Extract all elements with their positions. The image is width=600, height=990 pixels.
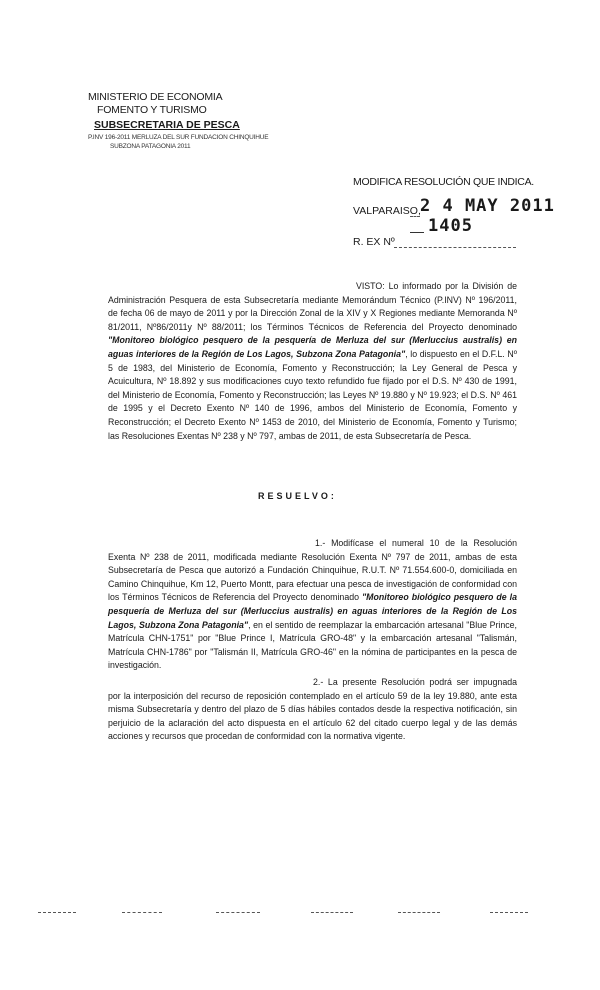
- point1-paragraph: [108, 537, 517, 673]
- visto-text: Lo informado por la División de Administración Pesquera de esta Subsecretaría mediante Memorándum Técnico (P.INV) Nº 196/2011, de fecha 06 de mayo de 2011 y por la Dirección Zonal de la XIV y X Regiones mediante Memoranda Nº 81/2011, Nº86/2011y Nº 88/2011; los Términos Técnicos de Referencia del Proyecto denominado: [108, 281, 517, 332]
- ministry-name-line2: FOMENTO Y TURISMO: [97, 104, 207, 116]
- visto-text-rest: , lo dispuesto en el D.F.L. Nº 5 de 1983, del Ministerio de Economía, Fomento y Reconstrucción; la Ley General de Pesca y Acuicultura, Nº 18.892 y sus modificaciones cuyo texto refundido fue fijado por el D.S. Nº 430 de 1991, del Ministerio de Economía, Fomento y Reconstrucción; las Leyes Nº 19.880 y Nº 19.923; el D.S. Nº 461 de 1995 y el Decreto Exento Nº 140 de 1996, ambos del Ministerio de Economía, Fomento y Reconstrucción; el Decreto Exento Nº 1453 de 2010, del Ministerio de Economía, Fomento y Turismo; las Resoluciones Exentas Nº 238 y Nº 797, ambas de 2011, de esta Subsecretaría de Pesca.: [108, 348, 517, 441]
- resolution-subject: MODIFICA RESOLUCIÓN QUE INDICA.: [353, 176, 534, 188]
- resolution-date: 2 4 MAY 2011: [420, 196, 555, 216]
- date-dash: [410, 205, 420, 217]
- footer-dash-1: [38, 912, 76, 913]
- point2-paragraph: [108, 676, 517, 744]
- rex-underline: [394, 247, 516, 248]
- number-dash: [410, 222, 424, 233]
- point1-text: Exenta Nº 238 de 2011, modificada mediante Resolución Exenta Nº 797 de 2011, ambas de esta Subsecretaría de Pesca que autorizó a Fundación Chinquihue, R.U.T. Nº 71.554.600-0, domiciliada en Camino Chinquihue, Km 12, Puerto Montt, para efectuar una pesca de investigación de conformidad con los Términos Técnicos de Referencia del Proyecto denominado: [108, 551, 517, 603]
- point2-lead: 2.- La presente Resolución podrá ser impugnada por: [108, 677, 517, 701]
- visto-paragraph: [108, 280, 517, 443]
- resuelvo-heading: RESUELVO:: [258, 491, 337, 501]
- point1-project-title: "Monitoreo biológico pesquero de la pesquería de Merluza del sur (Merluccius australis) en aguas interiores de la Región de Los Lagos, Subzona Zona Patagonia": [108, 592, 517, 630]
- footer-dash-6: [490, 912, 528, 913]
- point1-text-rest: , en el sentido de reemplazar la embarcación artesanal "Blue Prince, Matrícula CHN-1751" por "Blue Prince I, Matrícula GRO-48" y la embarcación artesanal "Talismán, Matrícula CHN-1786" por "Talismán II, Matrícula GRO-46" en la nómina de participantes en la pesca de investigación.: [108, 619, 517, 671]
- visto-project-title: "Monitoreo biológico pesquero de la pesquería de Merluza del sur (Merluccius australis) en aguas interiores de la Región de Los Lagos, Subzona Zona Patagonia": [108, 335, 517, 359]
- rex-label: R. EX Nº: [353, 236, 395, 248]
- footer-dash-3: [216, 912, 260, 913]
- file-stamp-line1: P.INV 196-2011 MERLUZA DEL SUR FUNDACION CHINQUIHUE: [88, 134, 269, 141]
- file-stamp-line2: SUBZONA PATAGONIA 2011: [110, 143, 191, 150]
- footer-dash-2: [122, 912, 162, 913]
- city-label: VALPARAISO,: [353, 205, 421, 217]
- point1-lead: 1.- Modifícase el numeral 10 de la Resolución: [315, 538, 517, 548]
- resolution-number: 1405: [428, 216, 473, 236]
- footer-dash-4: [311, 912, 353, 913]
- footer-dash-5: [398, 912, 440, 913]
- ministry-name: MINISTERIO DE ECONOMIA: [88, 91, 223, 103]
- visto-lead: VISTO:: [356, 281, 385, 291]
- subsecretaria-title: SUBSECRETARIA DE PESCA: [94, 119, 240, 131]
- point2-text: la interposición del recurso de reposición contemplado en el artículo 59 de la ley 19.880, ante esta misma Subsecretaría y dentro del plazo de 5 días hábiles contados desde la respectiva notificación, sin perjuicio de la aclaración del acto dispuesta en el artículo 62 del citado cuerpo legal y de las demás acciones y recursos que procedan de conformidad con la normativa vigente.: [108, 690, 517, 742]
